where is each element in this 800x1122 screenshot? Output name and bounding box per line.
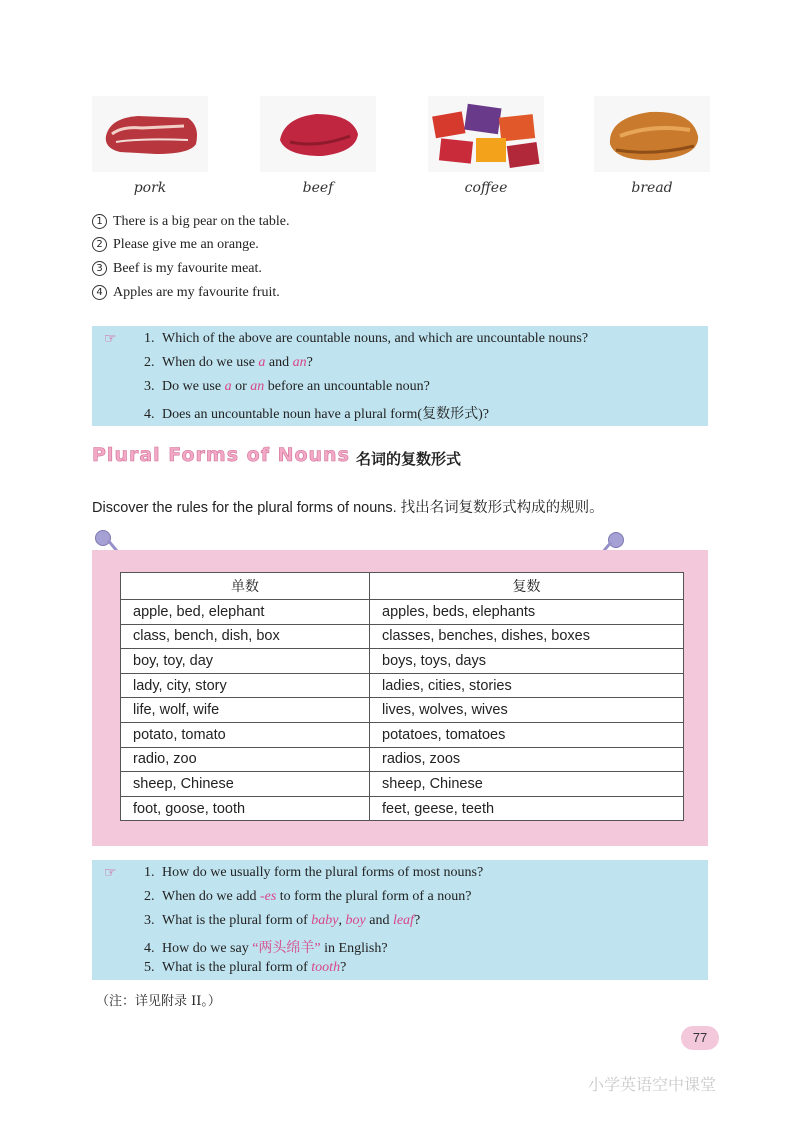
plural-cell: potatoes, tomatoes — [370, 722, 684, 747]
question-box-countable — [92, 326, 708, 426]
plural-forms-table — [120, 572, 684, 821]
singular-cell: radio, zoo — [121, 747, 370, 772]
column-header-singular: 单数 — [121, 573, 370, 600]
question-box-plural — [92, 860, 708, 980]
singular-cell: apple, bed, elephant — [121, 600, 370, 625]
column-header-plural: 复数 — [370, 573, 684, 600]
food-label-beef: beef — [302, 180, 334, 196]
example-sentence: 3 Beef is my favourite meat. — [92, 261, 262, 277]
question-line: 2. When do we add -es to form the plural form of a noun? — [144, 889, 472, 904]
example-sentence: 2 Please give me an orange. — [92, 237, 259, 253]
pointing-hand-icon: ☞ — [104, 865, 117, 881]
table-row — [121, 722, 684, 747]
beef-image — [260, 96, 376, 172]
question-line: 4. How do we say “两头绵羊” in English? — [144, 941, 388, 956]
question-line: 1. How do we usually form the plural forms of most nouns? — [144, 865, 484, 880]
table-row — [121, 796, 684, 821]
example-sentence: 4 Apples are my favourite fruit. — [92, 285, 280, 301]
table-row — [121, 772, 684, 797]
singular-cell: lady, city, story — [121, 673, 370, 698]
singular-cell: boy, toy, day — [121, 649, 370, 674]
question-line: 3. Do we use a or an before an uncountable noun? — [144, 379, 430, 394]
singular-cell: class, bench, dish, box — [121, 624, 370, 649]
question-line: 4. Does an uncountable noun have a plural form(复数形式)? — [144, 407, 489, 422]
plural-cell: feet, geese, teeth — [370, 796, 684, 821]
pointing-hand-icon: ☞ — [104, 331, 117, 347]
food-label-coffee: coffee — [464, 180, 508, 196]
plural-cell: sheep, Chinese — [370, 772, 684, 797]
table-row — [121, 600, 684, 625]
plural-cell: radios, zoos — [370, 747, 684, 772]
instruction-text: Discover the rules for the plural forms of nouns. 找出名词复数形式构成的规则。 — [92, 500, 604, 516]
plural-cell: lives, wolves, wives — [370, 698, 684, 723]
bread-image — [594, 96, 710, 172]
section-heading-chinese: 名词的复数形式 — [356, 450, 462, 468]
question-line: 5. What is the plural form of tooth? — [144, 960, 347, 975]
singular-cell: sheep, Chinese — [121, 772, 370, 797]
plural-cell: classes, benches, dishes, boxes — [370, 624, 684, 649]
table-row — [121, 624, 684, 649]
coffee-image — [428, 96, 544, 172]
table-header-row — [121, 573, 684, 600]
singular-cell: potato, tomato — [121, 722, 370, 747]
plural-cell: apples, beds, elephants — [370, 600, 684, 625]
food-label-pork: pork — [133, 180, 167, 196]
question-line: 1. Which of the above are countable nouns, and which are uncountable nouns? — [144, 331, 589, 346]
plural-cell: ladies, cities, stories — [370, 673, 684, 698]
plural-cell: boys, toys, days — [370, 649, 684, 674]
question-line: 2. When do we use a and an? — [144, 355, 313, 370]
singular-cell: foot, goose, tooth — [121, 796, 370, 821]
example-sentence: 1 There is a big pear on the table. — [92, 214, 289, 230]
table-row — [121, 673, 684, 698]
pin-right-icon — [608, 532, 624, 548]
singular-cell: life, wolf, wife — [121, 698, 370, 723]
table-row — [121, 649, 684, 674]
page-number: 77 — [681, 1026, 719, 1050]
table-row — [121, 698, 684, 723]
food-label-bread: bread — [631, 180, 673, 196]
section-heading: Plural Forms of Nouns — [92, 444, 350, 466]
footnote: （注：详见附录 II。） — [96, 994, 221, 1009]
question-line: 3. What is the plural form of baby, boy and leaf? — [144, 913, 421, 928]
table-row — [121, 747, 684, 772]
pork-image — [92, 96, 208, 172]
watermark: 小学英语空中课堂 — [588, 1075, 717, 1094]
